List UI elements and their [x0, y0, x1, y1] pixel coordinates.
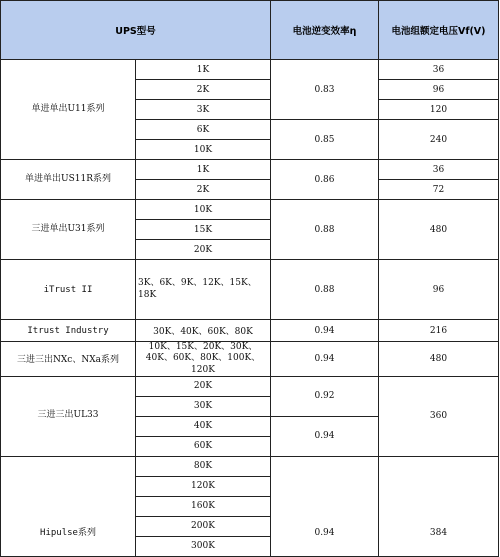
voltage-cell: 216 — [379, 320, 499, 342]
capacity-cell: 10K — [136, 140, 271, 160]
model-itrust-industry: Itrust Industry — [1, 320, 136, 342]
efficiency-cell: 0.86 — [271, 160, 379, 200]
voltage-cell: 384 — [379, 456, 499, 556]
capacity-cell: 200K — [136, 516, 271, 536]
capacity-cell: 3K、6K、9K、12K、15K、18K — [136, 260, 271, 320]
voltage-cell: 120 — [379, 100, 499, 120]
capacity-cell: 40K — [136, 416, 271, 436]
capacity-cell: 2K — [136, 80, 271, 100]
capacity-cell: 80K — [136, 456, 271, 476]
efficiency-cell: 0.94 — [271, 320, 379, 342]
efficiency-cell: 0.88 — [271, 260, 379, 320]
header-efficiency: 电池逆变效率η — [271, 1, 379, 60]
model-nxc-nxa: 三进三出NXc、NXa系列 — [1, 342, 136, 377]
efficiency-cell: 0.88 — [271, 200, 379, 260]
capacity-cell: 160K — [136, 496, 271, 516]
table-row — [1, 456, 499, 476]
capacity-cell: 20K — [136, 376, 271, 396]
voltage-cell: 480 — [379, 342, 499, 377]
header-model: UPS型号 — [1, 1, 271, 60]
voltage-cell: 240 — [379, 120, 499, 160]
capacity-cell: 10K — [136, 200, 271, 220]
voltage-cell: 96 — [379, 80, 499, 100]
model-itrust2: iTrust II — [1, 260, 136, 320]
table-row — [1, 342, 499, 377]
efficiency-cell: 0.83 — [271, 60, 379, 120]
model-u11: 单进单出U11系列 — [1, 60, 136, 160]
capacity-cell: 1K — [136, 160, 271, 180]
efficiency-cell: 0.94 — [271, 342, 379, 377]
table-row — [1, 200, 499, 220]
table-row — [1, 376, 499, 396]
voltage-cell: 480 — [379, 200, 499, 260]
model-hipulse: Hipulse系列 — [1, 456, 136, 556]
capacity-cell: 3K — [136, 100, 271, 120]
capacity-cell: 20K — [136, 240, 271, 260]
table-row — [1, 160, 499, 180]
table-row — [1, 60, 499, 80]
voltage-cell: 36 — [379, 160, 499, 180]
capacity-cell: 120K — [136, 476, 271, 496]
table-row — [1, 320, 499, 342]
capacity-cell: 1K — [136, 60, 271, 80]
capacity-cell: 30K — [136, 396, 271, 416]
efficiency-cell: 0.85 — [271, 120, 379, 160]
efficiency-cell: 0.94 — [271, 416, 379, 456]
capacity-cell: 15K — [136, 220, 271, 240]
capacity-cell: 300K — [136, 536, 271, 556]
capacity-cell: 10K、15K、20K、30K、40K、60K、80K、100K、120K — [136, 342, 271, 377]
capacity-cell: 60K — [136, 436, 271, 456]
capacity-cell: 6K — [136, 120, 271, 140]
header-row — [1, 1, 499, 60]
capacity-cell: 2K — [136, 180, 271, 200]
voltage-cell: 96 — [379, 260, 499, 320]
voltage-cell: 36 — [379, 60, 499, 80]
voltage-cell: 72 — [379, 180, 499, 200]
table-row — [1, 260, 499, 320]
model-u11r: 单进单出US11R系列 — [1, 160, 136, 200]
efficiency-cell: 0.92 — [271, 376, 379, 416]
voltage-cell: 360 — [379, 376, 499, 456]
efficiency-cell: 0.94 — [271, 456, 379, 556]
capacity-cell: 30K、40K、60K、80K — [136, 320, 271, 342]
model-u31: 三进单出U31系列 — [1, 200, 136, 260]
model-ul33: 三进三出UL33 — [1, 376, 136, 456]
header-voltage: 电池组额定电压Vf(V) — [379, 1, 499, 60]
